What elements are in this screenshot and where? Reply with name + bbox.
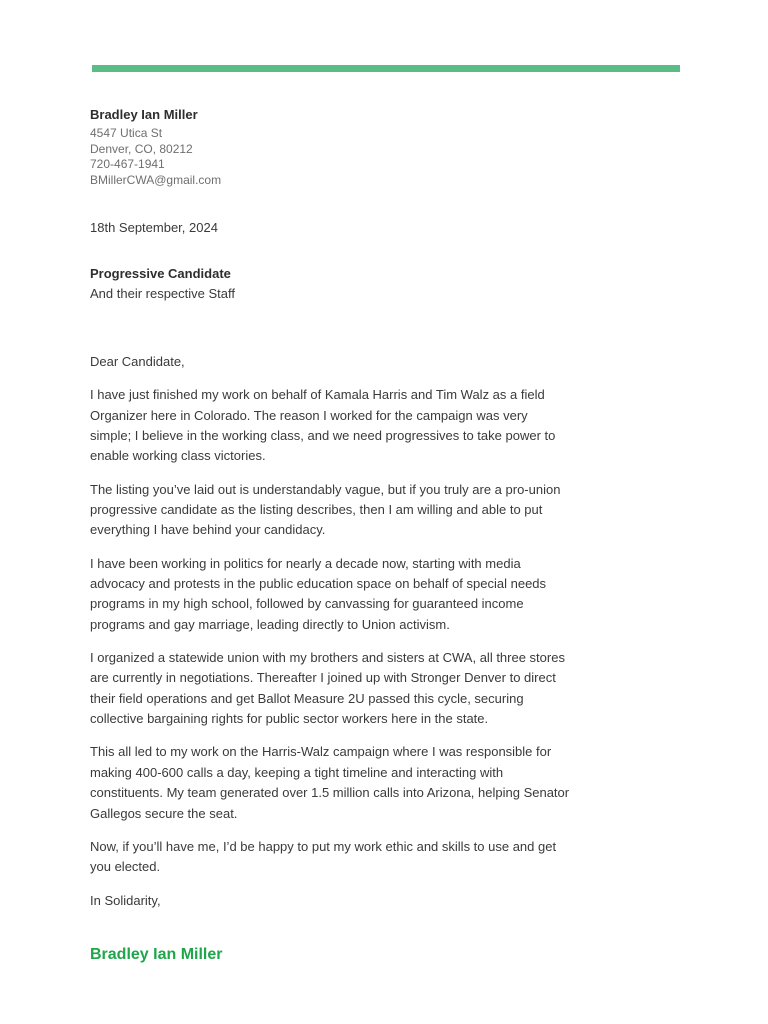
recipient-line2: And their respective Staff <box>90 286 236 301</box>
body-paragraph-1: I have just finished my work on behalf of Kamala Harris and Tim Walz as a field Organizer here in Colorado. The reason I worked for the campaign was very simple; I believe in the working class, and we need progressives to take power to enable working class victories. <box>90 387 556 464</box>
recipient-name: Progressive Candidate <box>90 266 231 281</box>
closing: In Solidarity, <box>90 892 161 908</box>
sender-block <box>90 106 590 188</box>
sender-address-line1: 4547 Utica St <box>90 126 163 140</box>
sender-phone: 720-467-1941 <box>90 157 165 171</box>
sender-name: Bradley Ian Miller <box>90 107 198 122</box>
body-paragraph-4: I organized a statewide union with my brothers and sisters at CWA, all three stores are currently in negotiations. Thereafter I joined up with Stronger Denver to direct their field operations and get Ballot Measure 2U passed this cycle, securing collective bargaining rights for public sector workers here in the state. <box>90 650 565 727</box>
sender-address-line2: Denver, CO, 80212 <box>90 141 193 156</box>
body-paragraph-5: This all led to my work on the Harris-Walz campaign where I was responsible for making 400-600 calls a day, keeping a tight timeline and interacting with constituents. My team generated over 1.5 million calls into Arizona, helping Senator Gallegos secure the seat. <box>90 744 570 821</box>
header-accent-rule <box>92 65 680 72</box>
letter-date: 18th September, 2024 <box>90 220 218 235</box>
body-paragraph-3: I have been working in politics for nearly a decade now, starting with media advocacy and protests in the public education space on behalf of special needs programs in my high school, followed by canvassing for guaranteed income programs and gay marriage, leading directly to Union activism. <box>90 555 547 632</box>
body-paragraph-2: The listing you’ve laid out is understandably vague, but if you truly are a pro-union progressive candidate as the listing describes, then I am willing and able to put everything I have behind your candidacy. <box>90 481 561 538</box>
salutation: Dear Candidate, <box>90 354 185 369</box>
letter-body <box>90 352 570 924</box>
sender-email: BMillerCWA@gmail.com <box>90 172 222 187</box>
body-paragraph-6: Now, if you’ll have me, I’d be happy to put my work ethic and skills to use and get you elected. <box>90 838 557 875</box>
recipient-block <box>90 264 235 304</box>
signature-name: Bradley Ian Miller <box>90 946 223 963</box>
